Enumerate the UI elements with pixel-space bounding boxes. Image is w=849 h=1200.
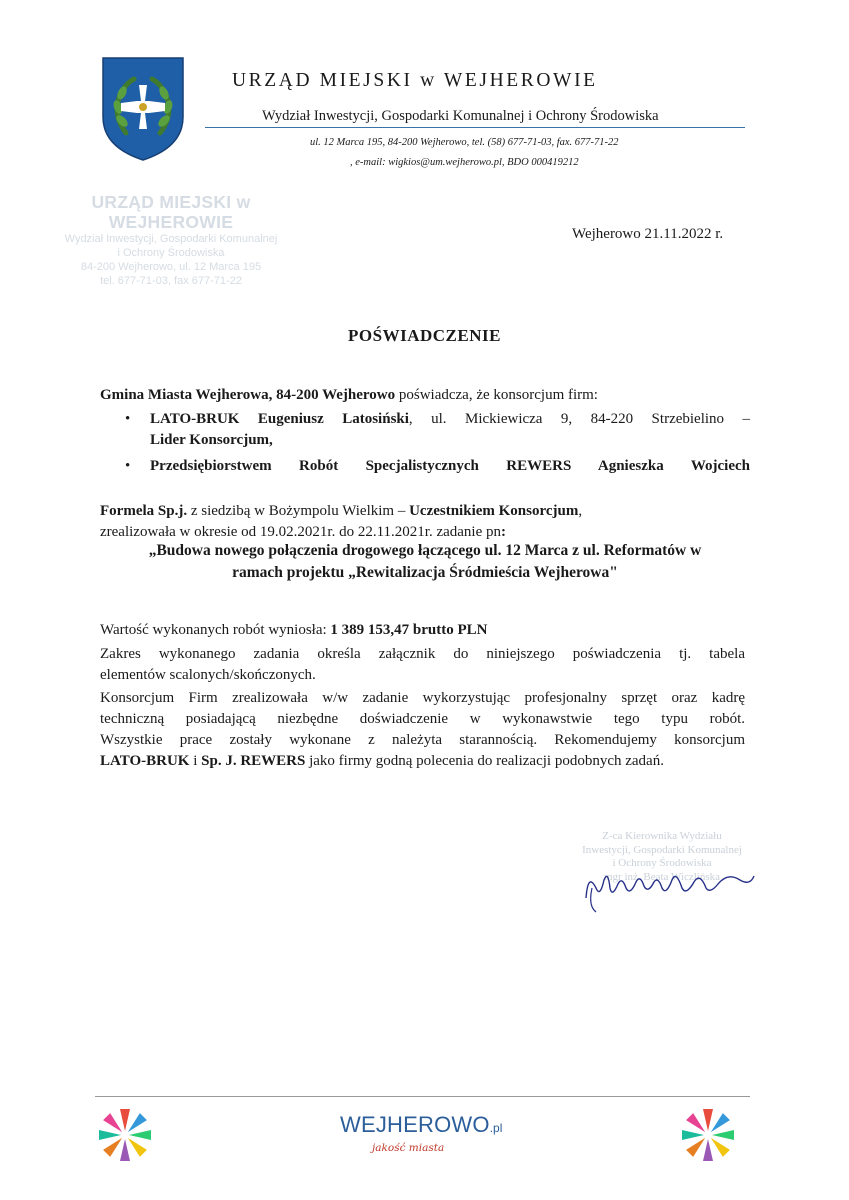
office-title: URZĄD MIEJSKI w WEJHEROWIE [232,70,598,91]
city-tagline: jakość miasta [372,1142,445,1154]
city-website-logo [340,1112,502,1138]
value-amount: 1 389 153,47 brutto PLN [330,622,488,638]
footer-divider [95,1096,750,1097]
site-tld: .pl [489,1121,503,1135]
conjunction: i [189,753,202,769]
participant-role: Uczestnikiem Konsorcjum [409,503,579,519]
leader-company: LATO-BRUK Eugeniusz Latosiński [150,411,409,427]
issuer-name: Gmina Miasta Wejherowa, 84-200 Wejherowo [100,387,396,403]
task-title [100,540,750,584]
city-flower-logo-icon [678,1105,738,1165]
handwritten-signature-icon [578,858,758,914]
bullet: • [125,458,131,474]
document-heading: POŚWIADCZENIE [348,326,501,345]
task-title-line: „Budowa nowego połączenia drogowego łączącego ul. 12 Marca z ul. Reformatów w [148,542,702,559]
office-address: ul. 12 Marca 195, 84-200 Wejherowo, tel. (58) 677-71-03, fax. 677-71-22 [310,137,619,148]
leader-role: Lider Konsorcjum, [150,432,273,448]
list-item-text [150,456,750,477]
list-item-text [150,409,750,451]
site-name: WEJHEROWO [340,1112,490,1137]
stamp-line: tel. 677-71-03, fax 677-71-22 [100,275,242,287]
participant-seat: z siedzibą w Bożympolu Wielkim – [187,503,410,519]
department-name: Wydział Inwestycji, Gospodarki Komunalnej i Ochrony Środowiska [262,108,659,124]
company-lato-bruk: LATO-BRUK [100,753,190,769]
recommendation-line: Wszystkie prace zostały wykonane z należyta starannością. Rekomendujemy konsorcjum [100,732,745,748]
header-divider [205,127,745,128]
recommendation-paragraph [100,688,745,772]
participant-company-suffix: Formela Sp.j. [100,503,188,519]
recommendation-line: techniczną posiadającą niezbędne doświadczenie w wykonawstwie tego typu robót. [100,711,745,727]
recommendation-line: Konsorcjum Firm zrealizowała w/w zadanie wykorzystując profesjonalny sprzęt oraz kadrę [100,690,745,706]
company-rewers: Sp. J. REWERS [201,753,306,769]
intro-paragraph [100,385,598,406]
list-item [125,456,750,477]
bullet: • [125,411,131,427]
colon: : [501,524,507,540]
value-label: Wartość wykonanych robót wyniosła: [100,622,331,638]
list-item [125,409,750,451]
stamp-line: URZĄD MIEJSKI w WEJHEROWIE [91,192,251,232]
signature-line: i Ochrony Środowiska [612,857,712,869]
task-title-line: ramach projektu „Rewitalizacja Śródmieścia Wejherowa" [232,564,618,581]
participant-continuation [100,501,582,543]
stamp-line: i Ochrony Środowiska [117,247,225,259]
contract-value [100,620,488,641]
city-flower-logo-icon [95,1105,155,1165]
signature-line: mgr inż. Beata Wiczlińska [603,870,721,883]
document-date: Wejherowo 21.11.2022 r. [572,226,724,242]
stamp-line: 84-200 Wejherowo, ul. 12 Marca 195 [80,261,262,273]
stamp-line: Wydział Inwestycji, Gospodarki Komunalnej [64,233,278,245]
signature-line: Z-ca Kierownika Wydziału [602,830,722,842]
participant-company: Przedsiębiorstwem Robót Specjalistycznych REWERS Agnieszka Wojciech [150,458,750,474]
scope-line: Zakres wykonanego zadania określa załącznik do niniejszego poświadczenia tj. tabela [100,646,745,662]
recommendation-end: jako firmy godną polecenia do realizacji podobnych zadań. [305,753,664,769]
intro-text: poświadcza, że konsorcjum firm: [395,387,598,403]
coat-of-arms-icon [100,55,186,163]
signature-line: Inwestycji, Gospodarki Komunalnej [582,843,742,856]
office-stamp [46,192,296,288]
scope-line: elementów scalonych/skończonych. [100,667,316,683]
leader-address: , ul. Mickiewicza 9, 84-220 Strzebielino – [408,411,750,427]
office-email: , e-mail: wigkios@um.wejherowo.pl, BDO 000419212 [350,157,579,168]
realization-period: zrealizowała w okresie od 19.02.2021r. do 22.11.2021r. zadanie pn [100,524,502,540]
scope-paragraph [100,644,745,686]
comma: , [578,503,583,519]
